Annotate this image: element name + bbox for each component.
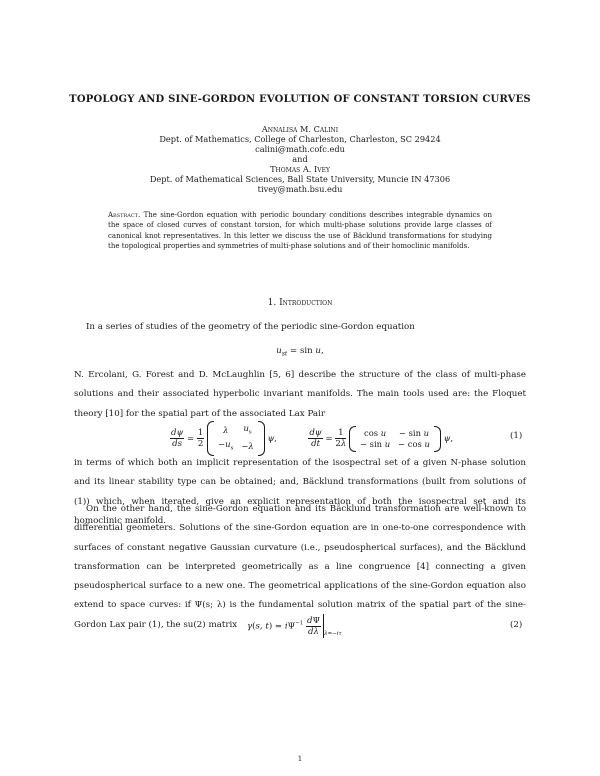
author-name: Thomas A. Ivey [270,164,330,174]
paragraph-4: On the other hand, the sine-Gordon equation and its Bäcklund transformation are well-known to differential geometers. Solutions of the sine-Gordon equation are in one-to-one correspondence with surfaces of constant negative Gaussian curvature (i.e., pseudospherical surfaces), and the Bäcklund transformation can be interpreted geometrically as a line congruence [4] connecting a given pseudospherical surface to a new one. The geometrical applications of the sine-Gordon equation also extend to space curves: if Ψ(s; λ) is the fundamental solution matrix of the spatial part of the sine-Gordon Lax pair (1), the su(2) matrix [74,504,526,630]
abstract [108,210,492,251]
paragraph-3: in terms of which both an implicit representation of the isospectral set of a given N-phase solution and its linear stability type can be obtained; and, Bäcklund transformations (built from solutions of (1)) which, when iterated, give an explicit representation of both the isospectral set and its homoclinic manifold. [74,458,526,526]
sine-gordon-equation: $u_{st} = \sin u$, [276,346,324,358]
author-block-1 [0,124,600,194]
equation-number-2: (2) [510,620,523,630]
page-number: 1 [297,755,303,763]
section-number: 1. [267,298,277,308]
author-affiliation: Dept. of Mathematical Sciences, Ball State University, Muncie IN 47306 [149,174,451,184]
paper-title: TOPOLOGY AND SINE-GORDON EVOLUTION OF CONSTANT TORSION CURVES [69,94,531,105]
abstract-text: The sine-Gordon equation with periodic boundary conditions describes integrable dynamics on the space of closed curves of constant torsion, for which multi-phase solutions provide large classes of canonical knot representatives. In this letter we discuss the use of Bäcklund transformations for studying the topological properties and symmetries of multi-phase solutions and of their homoclinic manifolds. [108,211,492,250]
equation-number-1: (1) [510,431,523,441]
abstract-label: Abstract. [108,211,141,219]
author-email: tivey@math.bsu.edu [257,184,343,194]
paragraph-1: In a series of studies of the geometry of the periodic sine-Gordon equation [86,322,415,332]
section-title: Introduction [279,298,333,308]
author-separator: and [292,154,308,164]
section-heading [0,298,600,308]
lax-pair-equation: $\frac{d\psi}{ds}$ = $\frac{1}{2}$ λ $u_s$ $-u_s$ −λ ψ, $\frac{d\psi}{dt}$ = $\frac{1}{2\lambda}$ cos u − sin u − sin u − cos u ψ, [170,423,453,454]
paragraph-2: N. Ercolani, G. Forest and D. McLaughlin [5, 6] describe the structure of the class of multi-phase solutions and their associated hyperbolic invariant manifolds. The main tools used are: the Floquet theory [10] for the spatial part of the associated Lax Pair [74,370,526,419]
author-affiliation: Dept. of Mathematics, College of Charleston, Charleston, SC 29424 [159,134,441,144]
author-email: calini@math.cofc.edu [255,144,345,154]
su2-matrix-equation: γ(s, $t) = i\Psi^{-1}$ $\frac{d\Psi}{d\lambda}$ $_{\lambda=-i\tau}$ [247,615,342,638]
author-name: Annalisa M. Calini [261,124,339,134]
